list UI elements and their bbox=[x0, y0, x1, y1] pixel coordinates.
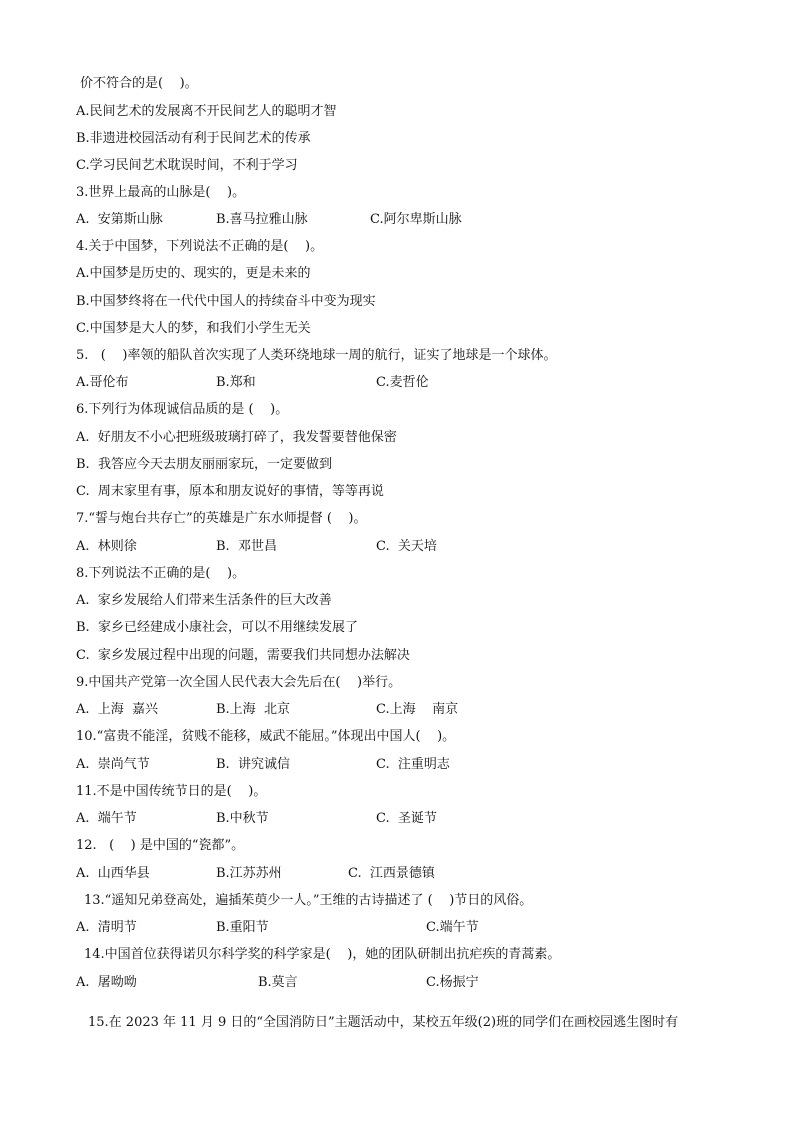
question-13-option-c: C.端午节 bbox=[426, 920, 479, 935]
question-14-option-c: C.杨振宁 bbox=[426, 975, 479, 990]
question-3-option-c: C.阿尔卑斯山脉 bbox=[370, 212, 462, 227]
question-9-option-a: A. 上海 嘉兴 bbox=[76, 702, 159, 717]
question-15-stem: 15.在 2023 年 11 月 9 日的“全国消防日”主题活动中，某校五年级(2)班的同学们在画校园逃生图时有 bbox=[88, 1015, 679, 1030]
question-11-stem: 11.不是中国传统节日的是( )。 bbox=[76, 784, 267, 799]
question-3-option-a: A. 安第斯山脉 bbox=[76, 212, 163, 227]
question-12-option-c: C. 江西景德镇 bbox=[348, 866, 435, 881]
question-3-stem: 3.世界上最高的山脉是( )。 bbox=[76, 185, 246, 200]
question-7-option-b: B. 邓世昌 bbox=[216, 539, 277, 554]
question-2-option-b: B.非遗进校园活动有利于民间艺术的传承 bbox=[76, 131, 311, 146]
question-7-stem: 7.“誓与炮台共存亡”的英雄是广东水师提督 ( )。 bbox=[76, 511, 367, 526]
question-13-option-a: A. 清明节 bbox=[76, 920, 137, 935]
question-4-option-c: C.中国梦是大人的梦，和我们小学生无关 bbox=[76, 321, 311, 336]
question-8-option-c: C. 家乡发展过程中出现的问题，需要我们共同想办法解决 bbox=[76, 648, 410, 663]
question-6-stem: 6.下列行为体现诚信品质的是 ( )。 bbox=[76, 402, 289, 417]
question-12-option-a: A. 山西华县 bbox=[76, 866, 150, 881]
question-4-option-a: A.中国梦是历史的、现实的，更是未来的 bbox=[76, 266, 311, 281]
question-10-option-b: B. 讲究诚信 bbox=[216, 757, 290, 772]
question-7-option-a: A. 林则徐 bbox=[76, 539, 137, 554]
question-2-stem-tail: 价不符合的是( )。 bbox=[80, 76, 198, 91]
question-12-stem: 12. ( ) 是中国的“瓷都”。 bbox=[76, 838, 245, 853]
question-10-option-a: A. 崇尚气节 bbox=[76, 757, 150, 772]
question-3-option-b: B.喜马拉雅山脉 bbox=[216, 212, 308, 227]
question-8-option-a: A. 家乡发展给人们带来生活条件的巨大改善 bbox=[76, 593, 332, 608]
question-8-stem: 8.下列说法不正确的是( )。 bbox=[76, 566, 246, 581]
question-5-option-a: A.哥伦布 bbox=[76, 375, 129, 390]
question-5-option-b: B.郑和 bbox=[216, 375, 256, 390]
question-14-option-a: A. 屠呦呦 bbox=[76, 975, 137, 990]
question-11-option-b: B.中秋节 bbox=[216, 811, 269, 826]
question-5-option-c: C.麦哲伦 bbox=[376, 375, 429, 390]
question-10-stem: 10.“富贵不能淫，贫贱不能移，威武不能屈。”体现出中国人( )。 bbox=[76, 729, 456, 744]
question-4-option-b: B.中国梦终将在一代代中国人的持续奋斗中变为现实 bbox=[76, 294, 376, 309]
question-14-stem: 14.中国首位获得诺贝尔科学奖的科学家是( )，她的团队研制出抗疟疾的青蒿素。 bbox=[84, 947, 561, 962]
question-4-stem: 4.关于中国梦，下列说法不正确的是( )。 bbox=[76, 239, 324, 254]
question-2-option-a: A.民间艺术的发展离不开民间艺人的聪明才智 bbox=[76, 104, 337, 119]
question-6-option-c: C. 周末家里有事，原本和朋友说好的事情，等等再说 bbox=[76, 484, 384, 499]
question-2-option-c: C.学习民间艺术耽误时间，不利于学习 bbox=[76, 158, 298, 173]
question-12-option-b: B.江苏苏州 bbox=[216, 866, 282, 881]
question-7-option-c: C. 关天培 bbox=[376, 539, 437, 554]
question-6-option-b: B. 我答应今天去朋友丽丽家玩，一定要做到 bbox=[76, 457, 332, 472]
question-10-option-c: C. 注重明志 bbox=[376, 757, 450, 772]
question-13-option-b: B.重阳节 bbox=[216, 920, 269, 935]
question-5-stem: 5. ( )率领的船队首次实现了人类环绕地球一周的航行，证实了地球是一个球体。 bbox=[76, 348, 557, 363]
question-11-option-c: C. 圣诞节 bbox=[376, 811, 437, 826]
question-14-option-b: B.莫言 bbox=[258, 975, 298, 990]
question-9-option-b: B.上海 北京 bbox=[216, 702, 290, 717]
question-9-option-c: C.上海 南京 bbox=[376, 702, 459, 717]
question-11-option-a: A. 端午节 bbox=[76, 811, 137, 826]
question-8-option-b: B. 家乡已经建成小康社会，可以不用继续发展了 bbox=[76, 620, 358, 635]
question-13-stem: 13.“遥知兄弟登高处，遍插茱萸少一人。”王维的古诗描述了 ( )节日的风俗。 bbox=[84, 893, 533, 908]
question-9-stem: 9.中国共产党第一次全国人民代表大会先后在( )举行。 bbox=[76, 675, 402, 690]
question-6-option-a: A. 好朋友不小心把班级玻璃打碎了，我发誓要替他保密 bbox=[76, 430, 397, 445]
